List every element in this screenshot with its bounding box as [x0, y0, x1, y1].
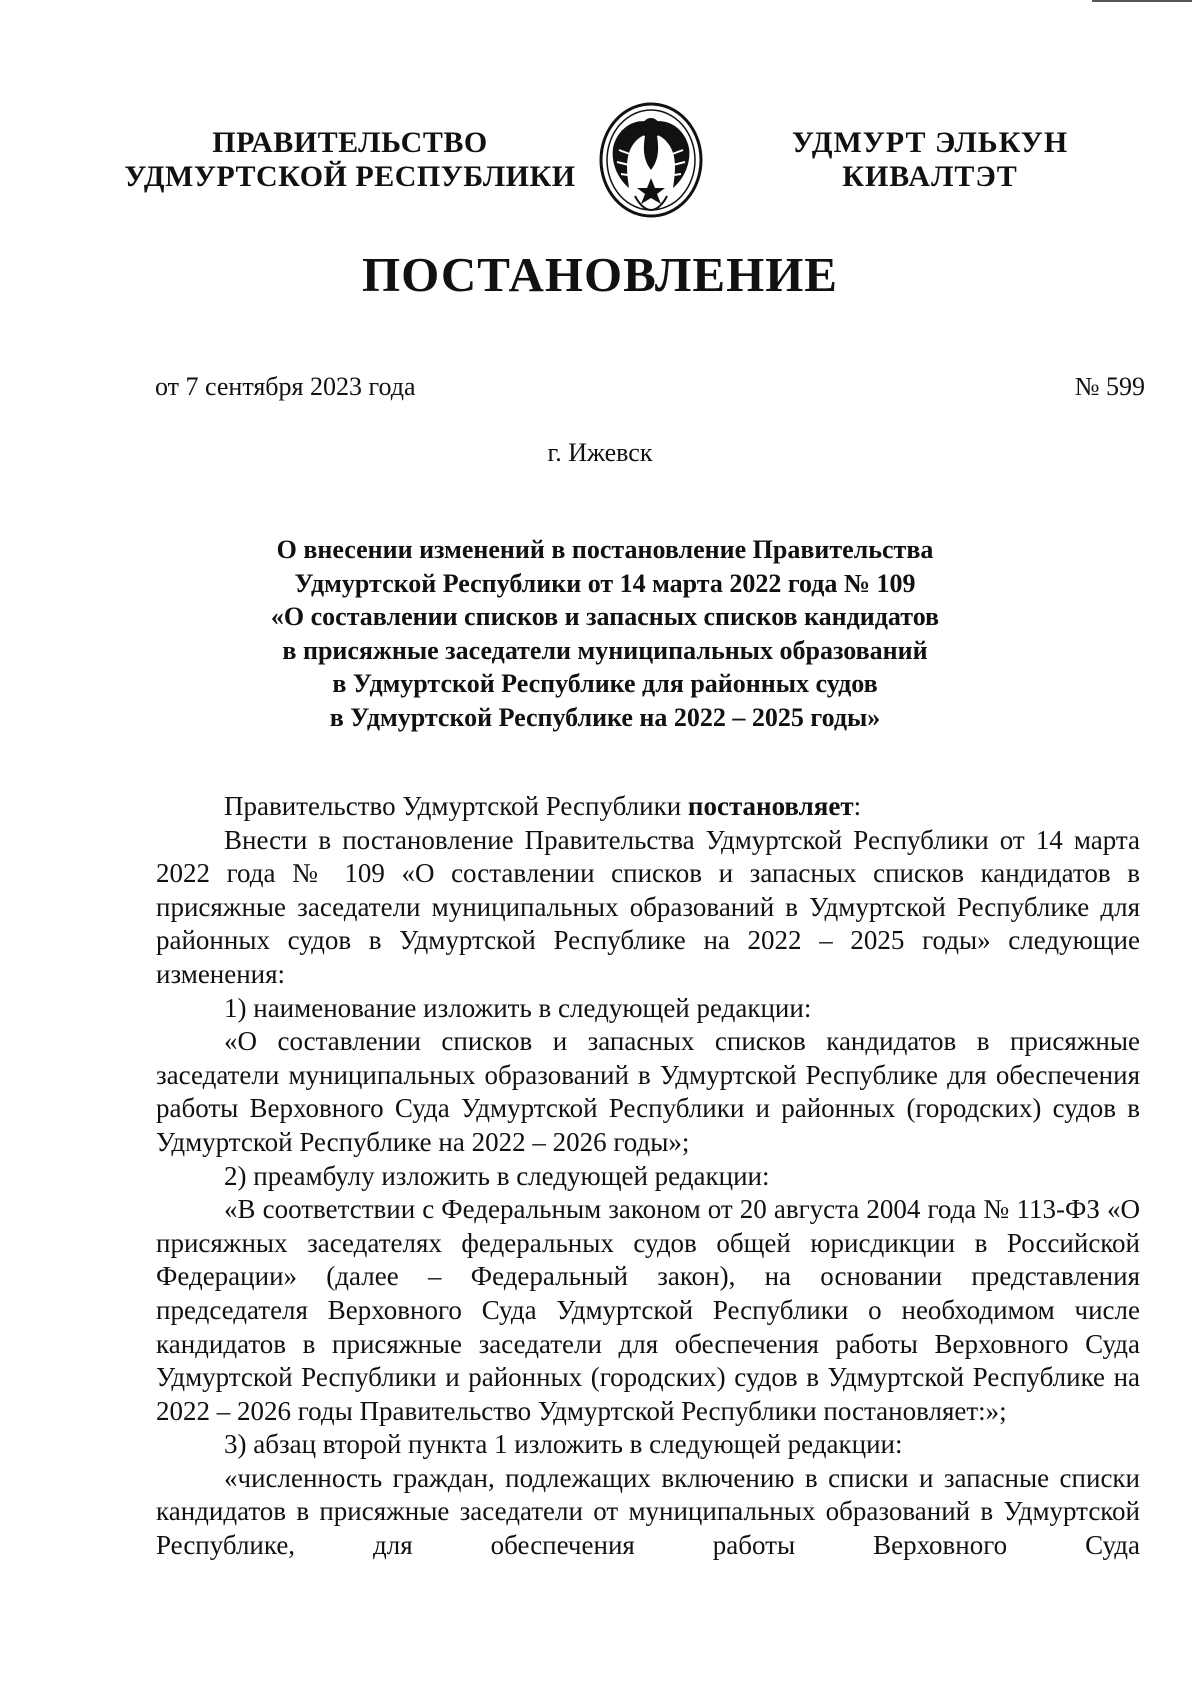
body-paragraph: «численность граждан, подлежащих включению в списки и запасные списки кандидатов в присяжные заседатели от муниципальных образований в Удмуртской Республике, для обеспечения работы Верховного Суда — [156, 1462, 1140, 1561]
subject-line: в Удмуртской Республике на 2022 – 2025 годы» — [329, 702, 881, 732]
body-paragraph: Внести в постановление Правительства Удмуртской Республики от 14 марта 2022 года № 109 «О составлении списков и запасных списков кандидатов в присяжные заседатели муниципальных образований в Удмуртской Республике для районных судов в Удмуртской Республике на 2022 – 2025 годы» следующие изменения: — [156, 824, 1140, 989]
document-body — [156, 790, 1140, 1563]
subject-line: в Удмуртской Республике для районных судов — [332, 669, 878, 698]
government-name-russian — [120, 126, 580, 194]
document-date: от 7 сентября 2023 года — [155, 372, 416, 401]
government-name-udmurt — [760, 126, 1100, 194]
scan-edge-mark — [1092, 0, 1192, 5]
coat-of-arms-emblem-icon — [595, 100, 707, 220]
document-city: г. Ижевск — [547, 438, 653, 467]
subject-line: «О составлении списков и запасных списков кандидатов — [270, 602, 940, 631]
subject-line: Удмуртской Республики от 14 марта 2022 года № 109 — [294, 568, 916, 598]
body-intro-paragraph — [156, 790, 1140, 824]
body-paragraph: 1) наименование изложить в следующей редакции: — [224, 992, 812, 1023]
document-number: № 599 — [1074, 372, 1145, 401]
government-name-ud-line2: КИВАЛТЭТ — [842, 160, 1018, 193]
subject-line: О внесении изменений в постановление Правительства — [276, 535, 934, 564]
date-number-line — [155, 370, 1145, 404]
body-paragraph: 3) абзац второй пункта 1 изложить в следующей редакции: — [224, 1429, 903, 1460]
intro-bold-verb: постановляет — [687, 791, 854, 821]
intro-colon: : — [853, 791, 862, 821]
document-header — [0, 100, 1200, 210]
government-name-ru-line1: ПРАВИТЕЛЬСТВО — [212, 126, 488, 159]
government-name-ud-line1: УДМУРТ ЭЛЬКУН — [791, 126, 1069, 159]
document-title: ПОСТАНОВЛЕНИЕ — [362, 247, 838, 302]
document-subject — [150, 533, 1060, 734]
intro-text: Правительство Удмуртской Республики — [224, 791, 688, 821]
body-paragraph: «О составлении списков и запасных списков кандидатов в присяжные заседатели муниципальных образований в Удмуртской Республике для обеспечения работы Верховного Суда Удмуртской Республики и районных (городских) судов в Удмуртской Республике на 2022 – 2026 годы»; — [156, 1026, 1140, 1157]
body-paragraph: 2) преамбулу изложить в следующей редакции: — [224, 1160, 770, 1191]
government-name-ru-line2: УДМУРТСКОЙ РЕСПУБЛИКИ — [124, 160, 576, 193]
body-paragraph: «В соответствии с Федеральным законом от 20 августа 2004 года № 113-ФЗ «О присяжных заседателях федеральных судов общей юрисдикции в Российской Федерации» (далее – Федеральный закон), на основании представления председателя Верховного Суда Удмуртской Республики о необходимом числе кандидатов в присяжные заседатели для обеспечения работы Верховного Суда Удмуртской Республики и районных (городских) судов в Удмуртской Республике на 2022 – 2026 годы Правительство Удмуртской Республики постановляет:»; — [156, 1194, 1140, 1426]
subject-line: в присяжные заседатели муниципальных образований — [282, 635, 928, 665]
